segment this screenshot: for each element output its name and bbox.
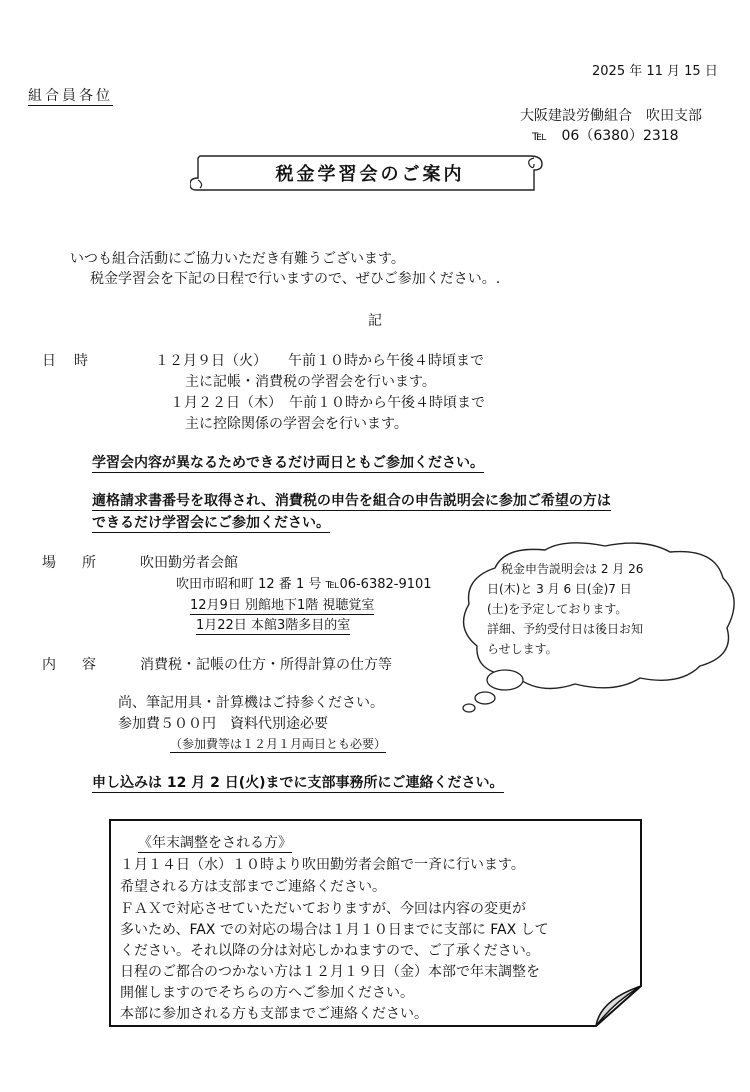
recipient-label: 組合員各位 [28,88,113,104]
place-room1 [190,594,374,613]
cloud-line2: 日(木)と 3 月 6 日(金)7 日 [487,582,632,596]
cloud-line4: 詳細、予約受付日は後日お知 [487,622,644,636]
session1-note: 主に記帳・消費税の学習会を行います。 [185,374,436,390]
cloud-line1: 税金申告説明会は 2 月 26 [501,562,644,576]
ki-mark: 記 [368,313,382,329]
year-end-line5: ください。それ以降の分は対応しかねますので、ご了承ください。 [120,943,540,959]
year-end-line6: 日程のご都合のつかない方は１２月１９日（金）本部で年末調整を [120,964,540,980]
cloud-line5: らせします。 [487,642,558,656]
fee-note [170,735,386,752]
session2-note: 主に控除関係の学習会を行います。 [185,416,408,432]
notice-invoice-2 [92,512,330,532]
year-end-line4: 多いため、FAX での対応の場合は１月１０日までに支部に FAX して [120,922,549,938]
intro-line1: いつも組合活動にご協力いただき有難うございます。 [70,251,405,267]
organization: 大阪建設労働組合 吹田支部 [520,108,702,124]
year-end-heading-text: 《年末調整をされる方》 [138,835,292,851]
notice-both-days [92,452,484,472]
place-address: 吹田市昭和町 12 番 1 号 ℡06-6382-9101 [176,577,432,592]
notice2-line1: 適格請求書番号を取得され、消費税の申告を組合の申告説明会に参加ご希望の方は [92,493,611,509]
tel-prefix: ℡ [532,128,548,144]
content-text: 消費税・記帳の仕方・所得計算の仕方等 [140,657,392,673]
place-label: 場 所 [42,555,102,571]
deadline [92,772,504,792]
telephone [532,125,679,145]
fee-note-text: （参加費等は１２月１月両日とも必要） [170,737,387,751]
year-end-heading [138,832,292,852]
fee: 参加費５００円 資料代別途必要 [118,716,328,732]
title-banner [190,150,545,198]
year-end-line1: １月１４日（水）１０時より吹田勤労者会館で一斉に行います。 [120,857,525,873]
thought-cloud [455,538,745,713]
place-room2 [196,614,350,633]
bring-items: 尚、筆記用具・計算機はご持参ください。 [118,695,384,711]
room2-text: 1月22日 本館3階多目的室 [196,618,351,633]
notice1-text: 学習会内容が異なるためできるだけ両日ともご参加ください。 [92,455,484,471]
notice2-line2: できるだけ学習会にご参加ください。 [92,515,330,531]
content-label: 内 容 [42,657,102,673]
year-end-box [108,818,643,1023]
place-name: 吹田勤労者会館 [140,555,238,571]
recipient [28,85,113,105]
intro-line2: 税金学習会を下記の日程で行いますので、ぜひご参加ください。. [90,271,501,287]
schedule-label: 日 時 [42,353,90,369]
notice-invoice [92,490,611,510]
page-title: 税金学習会のご案内 [275,164,465,185]
room1-text: 12月9日 別館地下1階 視聴覚室 [190,598,375,613]
year-end-line2: 希望される方は支部までご連絡ください。 [120,879,386,895]
date: 2025 年 11 月 15 日 [592,64,718,79]
cloud-line3: (土)を予定しております。 [487,602,628,616]
session2: １月２２日（木） 午前１０時から午後４時頃まで [170,395,485,411]
session1: １２月９日（火） 午前１０時から午後４時頃まで [155,353,484,369]
deadline-text: 申し込みは 12 月 2 日(火)までに支部事務所にご連絡ください。 [92,775,504,791]
year-end-line7: 開催しますのでそちらの方へご参加ください。 [120,985,414,1001]
year-end-line8: 本部に参加される方も支部までご連絡ください。 [120,1006,428,1022]
tel-number: 06（6380）2318 [561,128,679,144]
year-end-line3: ＦＡＸで対応させていただいておりますが、今回は内容の変更が [120,901,526,917]
